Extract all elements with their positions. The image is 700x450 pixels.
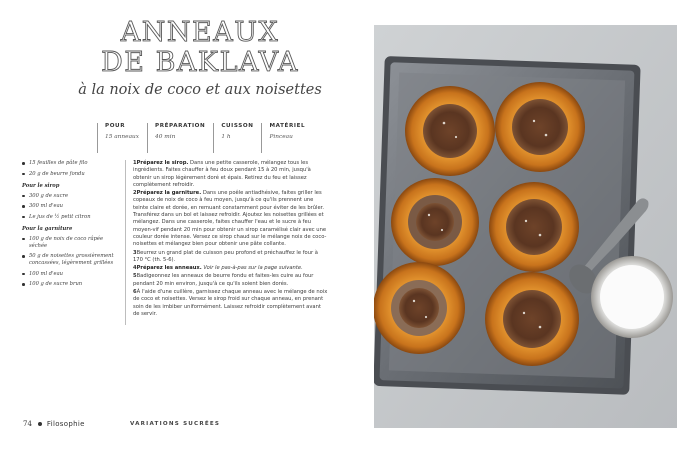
recipe-meta	[97, 123, 313, 153]
step-2	[133, 190, 328, 248]
step-heading: Préparez les anneaux.	[136, 265, 202, 272]
step-number: 6	[133, 289, 137, 296]
ingredients-list	[22, 160, 122, 292]
ingredient-item: 15 feuilles de pâte filo	[22, 160, 122, 167]
ingredient-item: Le jus de ½ petit citron	[22, 214, 122, 221]
meta-prep	[147, 123, 213, 153]
step-text: À l'aide d'une cuillère, garnissez chaque anneau avec le mélange de noix de coco et noisettes. Versez le sirop froid sur chaque anneau, en prenant soin de les imbiber uniformément. Laissez refroidir complètement avant de servir.	[133, 289, 328, 317]
bullet-dot-icon	[38, 422, 42, 426]
meta-cook	[213, 123, 261, 153]
section-name: VARIATIONS SUCRÉES	[130, 421, 221, 427]
step-number: 2	[133, 190, 137, 197]
recipe-title	[100, 18, 300, 78]
step-text: Badigeonnez les anneaux de beurre fondu et faites-les cuire au four pendant 20 min environ, jusqu'à ce qu'ils soient bien dorés.	[133, 273, 314, 287]
page-footer	[23, 418, 343, 430]
ingredient-item: 20 g de beurre fondu	[22, 171, 122, 178]
meta-prep-value: 40 min	[155, 134, 176, 140]
step-number: 1	[133, 160, 137, 166]
title-line-2: DE BAKLAVA	[101, 47, 299, 78]
meta-servings	[97, 123, 147, 153]
recipe-subtitle: à la noix de coco et aux noisettes	[78, 82, 322, 98]
meta-cook-value: 1 h	[221, 134, 231, 140]
meta-cook-label: CUISSON	[221, 123, 254, 129]
ingredient-item: 300 ml d'eau	[22, 203, 122, 210]
meta-equipment-label: MATÉRIEL	[269, 123, 306, 129]
step-1	[133, 160, 328, 189]
step-heading: Préparez la garniture.	[136, 190, 202, 197]
meta-servings-value: 15 anneaux	[105, 134, 140, 140]
ingredients-syrup-title: Pour le sirop	[22, 182, 60, 189]
step-4	[133, 265, 328, 272]
baklava-photo-illustration	[374, 25, 677, 428]
page-number: 74	[23, 420, 32, 428]
collection-name: Filosophie	[46, 420, 85, 428]
step-text: Beurrez un grand plat de cuisson peu profond et préchauffez le four à 170 °C (th. 5-6).	[133, 249, 318, 263]
step-text: Dans une poêle antiadhésive, faites griller les copeaux de noix de coco à feu moyen, jusqu'à ce qu'ils prennent une teinte claire et dorée, en remuant constamment pour éviter de les brûler. Transférez dans un bol et laissez refroidir. Ajoutez les noisettes grillées et mélangez. Dans une casserole, faites chauffer l'eau et le sucre à feu moyen-vif pendant 20 min pour obtenir un sirop caramélisé clair avec une couleur dorée intense. Versez ce sirop chaud sur le mélange noix de coco-noisettes et mélangez bien pour obtenir une pâte collante.	[133, 190, 327, 248]
ingredient-item: 100 g de sucre brun	[22, 281, 122, 288]
ingredient-item: 100 ml d'eau	[22, 271, 122, 278]
step-5	[133, 273, 328, 288]
ingredients-garnish-title: Pour la garniture	[22, 225, 73, 232]
meta-servings-label: POUR	[105, 123, 126, 129]
ingredient-item: 100 g de noix de coco râpée séchée	[22, 236, 122, 250]
meta-equipment	[261, 123, 313, 153]
meta-equipment-value: Pinceau	[269, 134, 293, 140]
meta-prep-label: PRÉPARATION	[155, 123, 206, 129]
column-divider	[125, 160, 126, 325]
step-3	[133, 250, 328, 265]
step-number: 4	[133, 265, 137, 272]
ingredient-item: 50 g de noisettes grossièrement concassées, légèrement grillées	[22, 253, 122, 267]
step-number: 3	[133, 249, 137, 256]
step-number: 5	[133, 273, 137, 280]
method-steps	[133, 160, 328, 319]
ingredient-item: 300 g de sucre	[22, 193, 122, 200]
baklava-photo	[374, 25, 677, 428]
step-note: Voir le pas-à-pas sur la page suivante.	[203, 265, 303, 272]
title-line-1: ANNEAUX	[120, 17, 280, 48]
step-6	[133, 289, 328, 318]
step-heading: Préparez le sirop.	[136, 160, 189, 166]
step-text: Dans une petite casserole, mélangez tous les ingrédients. Faites chauffer à feu doux pendant 15 à 20 min, jusqu'à obtenir un sirop légèrement doré et épais. Retirez du feu et laissez complètement refroidir.	[133, 160, 311, 188]
